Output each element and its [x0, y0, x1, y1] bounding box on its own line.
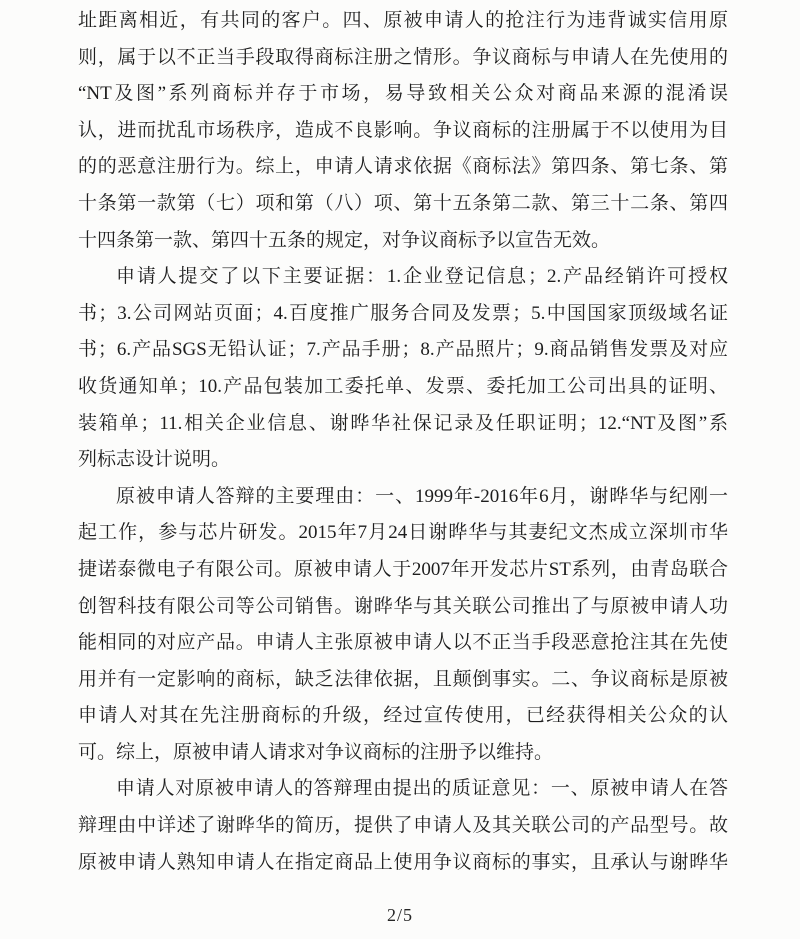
text-line: 列标志设计说明。 [78, 449, 231, 471]
text-line: 申请人对其在先注册商标的升级，经过宣传使用，已经获得相关公众的认 [78, 705, 728, 727]
text-line: 认，进而扰乱市场秩序，造成不良影响。争议商标的注册属于不以使用为目 [78, 119, 728, 141]
page-number: 2/5 [386, 905, 413, 925]
text-line: 用并有一定影响的商标，缺乏法律依据，且颠倒事实。二、争议商标是原被 [78, 668, 728, 690]
text-line: 创智科技有限公司等公司销售。谢晔华与其关联公司推出了与原被申请人功 [78, 595, 728, 617]
text-line: 起工作，参与芯片研发。2015年7月24日谢晔华与其妻纪文杰成立深圳市华 [78, 522, 728, 544]
text-line: 申请人提交了以下主要证据：1.企业登记信息；2.产品经销许可授权 [116, 266, 728, 288]
text-line: 书；3.公司网站页面；4.百度推广服务合同及发票；5.中国国家顶级域名证 [78, 302, 728, 324]
text-line: 则，属于以不正当手段取得商标注册之情形。争议商标与申请人在先使用的 [78, 46, 728, 68]
paragraph [78, 259, 728, 479]
text-line: 能相同的对应产品。申请人主张原被申请人以不正当手段恶意抢注其在先使 [78, 632, 728, 654]
paragraph [78, 771, 728, 881]
text-line: 申请人对原被申请人的答辩理由提出的质证意见：一、原被申请人在答 [116, 778, 728, 800]
paragraph [78, 479, 728, 772]
text-line: 十条第一款第（七）项和第（八）项、第十五条第二款、第三十二条、第四 [78, 192, 728, 214]
text-line: 书；6.产品SGS无铅认证；7.产品手册；8.产品照片；9.商品销售发票及对应 [78, 339, 728, 361]
text-line: 原被申请人答辩的主要理由：一、1999年-2016年6月，谢晔华与纪刚一 [116, 485, 728, 507]
text-line: “NT及图”系列商标并存于市场，易导致相关公众对商品来源的混淆误 [78, 83, 728, 105]
text-line: 装箱单；11.相关企业信息、谢晔华社保记录及任职证明；12.“NT及图”系 [78, 412, 728, 434]
text-line: 原被申请人熟知申请人在指定商品上使用争议商标的事实，且承认与谢晔华 [78, 851, 728, 873]
text-line: 辩理由中详述了谢晔华的简历，提供了申请人及其关联公司的产品型号。故 [78, 815, 728, 837]
text-line: 址距离相近，有共同的客户。四、原被申请人的抢注行为违背诚实信用原 [78, 10, 728, 31]
text-line: 收货通知单；10.产品包装加工委托单、发票、委托加工公司出具的证明、 [78, 375, 728, 397]
text-line: 十四条第一款、第四十五条的规定，对争议商标予以宣告无效。 [78, 229, 611, 251]
text-line: 可。综上，原被申请人请求对争议商标的注册予以维持。 [78, 741, 554, 763]
text-line: 的的恶意注册行为。综上，申请人请求依据《商标法》第四条、第七条、第 [78, 156, 728, 178]
text-line: 捷诺泰微电子有限公司。原被申请人于2007年开发芯片ST系列，由青岛联合 [78, 558, 728, 580]
document-body [78, 3, 728, 881]
paragraph [78, 3, 728, 259]
